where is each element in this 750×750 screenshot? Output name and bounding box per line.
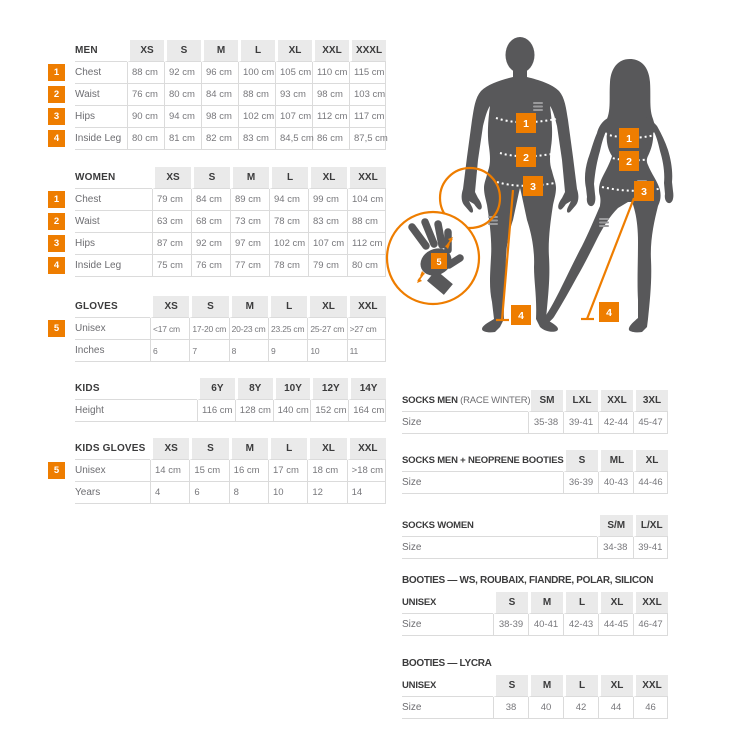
cell-value: 39-41: [633, 537, 669, 559]
cell-value: 99 cm: [308, 189, 347, 211]
column-header: XXL: [633, 675, 668, 697]
cell-value: 77 cm: [230, 255, 269, 277]
cell-value: 73 cm: [230, 211, 269, 233]
cell-value: 12: [307, 482, 346, 504]
cell-value: 88 cm: [238, 84, 275, 106]
cell-value: 94 cm: [269, 189, 308, 211]
cell-value: 14: [347, 482, 386, 504]
column-header: XXL: [347, 296, 386, 318]
cell-value: 10: [307, 340, 346, 362]
cell-value: 81 cm: [164, 128, 201, 150]
size-table-socks-men-neoprene: [402, 450, 668, 494]
cell-value: 92 cm: [191, 233, 230, 255]
cell-value: 17 cm: [268, 460, 307, 482]
marker-man-waist: [516, 147, 536, 167]
svg-text:3: 3: [641, 186, 647, 198]
table-title: GLOVES: [75, 296, 150, 318]
size-table: [402, 592, 668, 636]
column-header: L: [563, 592, 598, 614]
marker-woman-waist: [619, 151, 639, 171]
marker-man-chest: [516, 113, 536, 133]
table-row: [402, 537, 668, 559]
column-header: 14Y: [348, 378, 386, 400]
column-header: XXL: [598, 390, 633, 412]
cell-value: 102 cm: [269, 233, 308, 255]
cell-value: 34-38: [597, 537, 633, 559]
column-header: XL: [307, 296, 346, 318]
column-header: S: [164, 40, 201, 62]
cell-value: 152 cm: [310, 400, 348, 422]
cell-value: 76 cm: [127, 84, 164, 106]
marker-glove: [431, 253, 447, 269]
column-header: L: [268, 438, 307, 460]
column-header: XL: [308, 167, 347, 189]
cell-value: 96 cm: [201, 62, 238, 84]
size-table-kids-gloves: [53, 438, 386, 504]
measure-badge: 5: [48, 320, 65, 337]
table-title: SOCKS WOMEN: [402, 515, 597, 537]
column-header: XS: [152, 167, 191, 189]
column-header: M: [230, 167, 269, 189]
row-label: 5 Unisex: [75, 318, 150, 340]
column-header: 3XL: [633, 390, 668, 412]
cell-value: 164 cm: [348, 400, 386, 422]
cell-value: 16 cm: [229, 460, 268, 482]
row-label: 4 Inside Leg: [75, 128, 127, 150]
marker-man-hips: [523, 176, 543, 196]
row-label: 1 Chest: [75, 189, 152, 211]
cell-value: 18 cm: [307, 460, 346, 482]
column-header: L: [238, 40, 275, 62]
measure-badge: 5: [48, 462, 65, 479]
measure-badge: 2: [48, 86, 65, 103]
row-label: Size: [402, 537, 597, 559]
column-header: M: [201, 40, 238, 62]
cell-value: 45-47: [633, 412, 668, 434]
table-row: [75, 460, 386, 482]
table-row: [75, 255, 386, 277]
column-header: XS: [150, 296, 189, 318]
measure-badge: 4: [48, 130, 65, 147]
cell-value: 8: [229, 340, 268, 362]
column-header: XS: [150, 438, 189, 460]
cell-value: 102 cm: [238, 106, 275, 128]
cell-value: 83 cm: [238, 128, 275, 150]
table-row: [402, 472, 668, 494]
cell-value: 63 cm: [152, 211, 191, 233]
marker-woman-hips: [634, 181, 654, 201]
cell-value: 44-45: [598, 614, 633, 636]
size-table: [402, 390, 668, 434]
row-label: 1 Chest: [75, 62, 127, 84]
column-header: L: [269, 167, 308, 189]
size-table: [53, 40, 388, 150]
column-header: 8Y: [235, 378, 273, 400]
row-label: 2 Waist: [75, 211, 152, 233]
table-row: [402, 614, 668, 636]
svg-text:4: 4: [518, 310, 524, 322]
cell-value: 46-47: [633, 614, 668, 636]
row-label: Height: [75, 400, 197, 422]
cell-value: 14 cm: [150, 460, 189, 482]
table-row: [75, 482, 386, 504]
cell-value: 82 cm: [201, 128, 238, 150]
cell-value: 98 cm: [201, 106, 238, 128]
table-title: UNISEX: [402, 675, 493, 697]
table-title: WOMEN: [75, 167, 152, 189]
cell-value: 93 cm: [275, 84, 312, 106]
cell-value: 40: [528, 697, 563, 719]
cell-value: 103 cm: [349, 84, 386, 106]
cell-value: 117 cm: [349, 106, 386, 128]
size-table: [53, 296, 386, 362]
cell-value: >18 cm: [347, 460, 386, 482]
cell-value: 75 cm: [152, 255, 191, 277]
measure-badge: 2: [48, 213, 65, 230]
column-header: L: [268, 296, 307, 318]
size-table-socks-men-race-winter: [402, 390, 668, 434]
column-header: 10Y: [273, 378, 311, 400]
cell-value: 97 cm: [230, 233, 269, 255]
column-header: 12Y: [310, 378, 348, 400]
table-pretitle: BOOTIES — LYCRA: [402, 658, 492, 669]
row-label: Years: [75, 482, 150, 504]
cell-value: 44-46: [633, 472, 668, 494]
column-header: L: [563, 675, 598, 697]
cell-value: 104 cm: [347, 189, 386, 211]
cell-value: 8: [229, 482, 268, 504]
table-row: [402, 412, 668, 434]
cell-value: 68 cm: [191, 211, 230, 233]
cell-value: 88 cm: [347, 211, 386, 233]
cell-value: 15 cm: [189, 460, 228, 482]
table-title: SOCKS MEN + NEOPRENE BOOTIES: [402, 450, 563, 472]
cell-value: 78 cm: [269, 255, 308, 277]
marker-woman-chest: [619, 128, 639, 148]
column-header: XL: [275, 40, 312, 62]
cell-value: 36-39: [563, 472, 598, 494]
size-table-booties-lycra: [402, 658, 668, 719]
svg-text:3: 3: [530, 181, 536, 193]
size-table-booties-ws: [402, 575, 668, 636]
svg-text:2: 2: [626, 156, 632, 168]
svg-text:2: 2: [523, 152, 529, 164]
table-pretitle: BOOTIES — WS, ROUBAIX, FIANDRE, POLAR, SILICON: [402, 575, 654, 586]
cell-value: 105 cm: [275, 62, 312, 84]
column-header: XXL: [633, 592, 668, 614]
cell-value: 76 cm: [191, 255, 230, 277]
cell-value: 17-20 cm: [189, 318, 228, 340]
column-header: XL: [598, 675, 633, 697]
column-header: M: [229, 438, 268, 460]
cell-value: 80 cm: [127, 128, 164, 150]
row-label: Inches: [75, 340, 150, 362]
cell-value: 38-39: [493, 614, 528, 636]
column-header: S/M: [597, 515, 633, 537]
size-table: [402, 675, 668, 719]
row-label: 3 Hips: [75, 233, 152, 255]
cell-value: 79 cm: [152, 189, 191, 211]
table-row: [75, 128, 386, 150]
svg-text:1: 1: [626, 133, 632, 145]
row-label: 2 Waist: [75, 84, 127, 106]
row-label: Size: [402, 614, 493, 636]
cell-value: 98 cm: [312, 84, 349, 106]
cell-value: 46: [633, 697, 668, 719]
cell-value: 11: [347, 340, 386, 362]
table-title: KIDS GLOVES: [75, 438, 150, 460]
table-row: [75, 62, 386, 84]
cell-value: 112 cm: [347, 233, 386, 255]
column-header: 6Y: [197, 378, 235, 400]
cell-value: 6: [189, 482, 228, 504]
cell-value: 94 cm: [164, 106, 201, 128]
table-row: [75, 189, 386, 211]
row-label: Size: [402, 472, 563, 494]
cell-value: 116 cm: [197, 400, 235, 422]
cell-value: 4: [150, 482, 189, 504]
cell-value: <17 cm: [150, 318, 189, 340]
column-header: S: [189, 438, 228, 460]
cell-value: 42-44: [598, 412, 633, 434]
size-table: [75, 378, 386, 422]
cell-value: 78 cm: [269, 211, 308, 233]
column-header: L/XL: [633, 515, 669, 537]
cell-value: 92 cm: [164, 62, 201, 84]
size-table-gloves: [53, 296, 386, 362]
size-table-men: [53, 40, 388, 150]
table-row: [75, 340, 386, 362]
cell-value: 20-23 cm: [229, 318, 268, 340]
cell-value: 84,5 cm: [275, 128, 312, 150]
row-label: 5 Unisex: [75, 460, 150, 482]
column-header: XL: [633, 450, 668, 472]
measure-badge: 3: [48, 235, 65, 252]
cell-value: 79 cm: [308, 255, 347, 277]
table-title: MEN: [75, 40, 127, 62]
size-table: [53, 167, 386, 277]
cell-value: 42-43: [563, 614, 598, 636]
measure-badge: 1: [48, 191, 65, 208]
size-table-kids: [75, 378, 386, 422]
cell-value: 86 cm: [312, 128, 349, 150]
cell-value: 10: [268, 482, 307, 504]
table-title: KIDS: [75, 378, 197, 400]
column-header: XXL: [347, 438, 386, 460]
table-row: [75, 318, 386, 340]
cell-value: 128 cm: [235, 400, 273, 422]
column-header: M: [528, 675, 563, 697]
size-table: [402, 515, 668, 559]
man-silhouette: [462, 37, 579, 332]
column-header: ML: [598, 450, 633, 472]
cell-value: 107 cm: [308, 233, 347, 255]
cell-value: 115 cm: [349, 62, 386, 84]
cell-value: 39-41: [563, 412, 598, 434]
measure-badge: 3: [48, 108, 65, 125]
cell-value: 90 cm: [127, 106, 164, 128]
measure-badge: 4: [48, 257, 65, 274]
measure-badge: 1: [48, 64, 65, 81]
row-label: Size: [402, 412, 528, 434]
cell-value: 112 cm: [312, 106, 349, 128]
table-row: [75, 106, 386, 128]
column-header: S: [493, 592, 528, 614]
cell-value: 25-27 cm: [307, 318, 346, 340]
cell-value: 83 cm: [308, 211, 347, 233]
row-label: Size: [402, 697, 493, 719]
row-label: 3 Hips: [75, 106, 127, 128]
cell-value: 40-41: [528, 614, 563, 636]
row-label: 4 Inside Leg: [75, 255, 152, 277]
cell-value: 84 cm: [191, 189, 230, 211]
column-header: XXL: [347, 167, 386, 189]
size-table-women: [53, 167, 386, 277]
cell-value: 88 cm: [127, 62, 164, 84]
cell-value: 89 cm: [230, 189, 269, 211]
column-header: SM: [528, 390, 563, 412]
column-header: M: [528, 592, 563, 614]
cell-value: 80 cm: [347, 255, 386, 277]
table-title: UNISEX: [402, 592, 493, 614]
column-header: XS: [127, 40, 164, 62]
svg-text:1: 1: [523, 118, 529, 130]
column-header: LXL: [563, 390, 598, 412]
cell-value: 44: [598, 697, 633, 719]
column-header: S: [493, 675, 528, 697]
cell-value: 107 cm: [275, 106, 312, 128]
size-table-socks-women: [402, 515, 668, 559]
column-header: XL: [307, 438, 346, 460]
column-header: S: [563, 450, 598, 472]
cell-value: 80 cm: [164, 84, 201, 106]
cell-value: 9: [268, 340, 307, 362]
marker-man-inside-leg: [511, 305, 531, 325]
cell-value: 23.25 cm: [268, 318, 307, 340]
table-row: [75, 211, 386, 233]
cell-value: >27 cm: [347, 318, 386, 340]
table-row: [75, 84, 386, 106]
size-table: [402, 450, 668, 494]
column-header: S: [191, 167, 230, 189]
column-header: M: [229, 296, 268, 318]
column-header: S: [189, 296, 228, 318]
table-row: [402, 697, 668, 719]
size-table: [53, 438, 386, 504]
cell-value: 42: [563, 697, 598, 719]
table-row: [75, 400, 386, 422]
column-header: XL: [598, 592, 633, 614]
measurement-diagram: [380, 30, 750, 360]
svg-text:4: 4: [606, 307, 612, 319]
table-title: SOCKS MEN (RACE WINTER): [402, 390, 528, 412]
cell-value: 40-43: [598, 472, 633, 494]
marker-woman-inside-leg: [599, 302, 619, 322]
cell-value: 35-38: [528, 412, 563, 434]
svg-text:5: 5: [436, 257, 442, 267]
cell-value: 140 cm: [273, 400, 311, 422]
cell-value: 38: [493, 697, 528, 719]
table-row: [75, 233, 386, 255]
cell-value: 87,5 cm: [349, 128, 386, 150]
cell-value: 7: [189, 340, 228, 362]
column-header: XXXL: [349, 40, 386, 62]
cell-value: 6: [150, 340, 189, 362]
cell-value: 110 cm: [312, 62, 349, 84]
cell-value: 87 cm: [152, 233, 191, 255]
column-header: XXL: [312, 40, 349, 62]
cell-value: 84 cm: [201, 84, 238, 106]
cell-value: 100 cm: [238, 62, 275, 84]
